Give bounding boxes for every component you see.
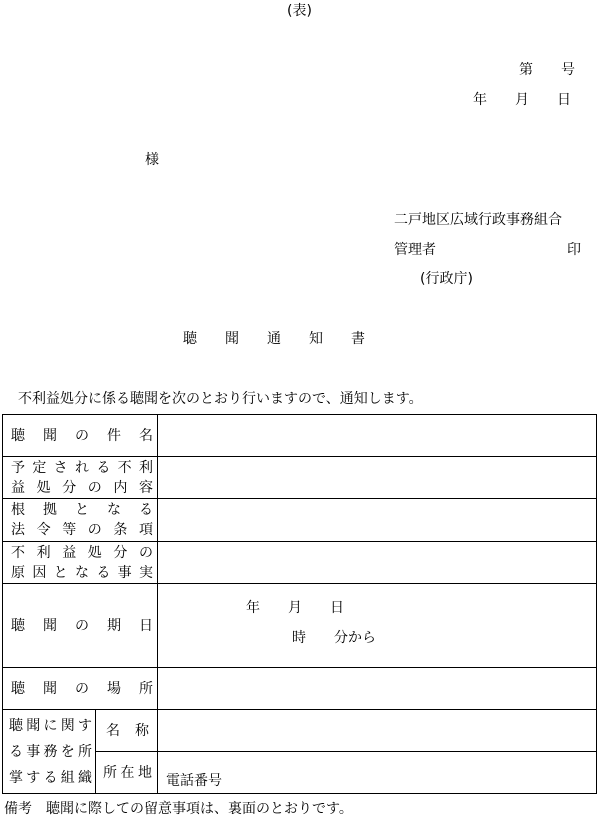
organization-name-label: 名 称 (96, 710, 158, 752)
hearing-notice-table (2, 414, 597, 794)
table-row (3, 542, 597, 584)
document-date-line: 年 月 日 (473, 92, 571, 108)
table-row (3, 710, 597, 752)
table-row (3, 584, 597, 668)
intro-text: 不利益処分に係る聴聞を次のとおり行いますので、通知します。 (18, 391, 423, 407)
organization-name-field[interactable] (158, 710, 597, 752)
remark-text: 備考 聴聞に際しての留意事項は、裏面のとおりです。 (4, 801, 353, 817)
seal-mark: 印 (567, 242, 581, 258)
hearing-date-field[interactable] (158, 584, 597, 668)
row-label-legal-basis: 根拠となる 法令等の条項 (3, 499, 158, 542)
case-name-field[interactable] (158, 415, 597, 457)
issuer-agency: (行政庁) (420, 271, 473, 287)
row-label-hearing-place: 聴聞の場所 (3, 668, 158, 710)
table-row (3, 457, 597, 499)
issuer-title: 管理者 (394, 242, 436, 258)
issuer-organization: 二戸地区広域行政事務組合 (394, 212, 562, 228)
document-number-line: 第 号 (519, 62, 575, 78)
document-title: 聴 聞 通 知 書 (183, 331, 365, 347)
phone-number-label: 電話番号 (166, 773, 222, 789)
table-row (3, 415, 597, 457)
row-label-hearing-date: 聴聞の期日 (3, 584, 158, 668)
legal-basis-field[interactable] (158, 499, 597, 542)
table-row (3, 668, 597, 710)
hearing-date-time: 時 分から (292, 630, 376, 646)
organization-address-label: 所在地 (96, 752, 158, 794)
side-label: (表) (287, 3, 312, 19)
hearing-date-ymd: 年 月 日 (246, 600, 344, 616)
row-label-organization: 聴聞に関す る事務を所 掌する組織 (3, 710, 96, 794)
table-row (3, 499, 597, 542)
row-label-case-name: 聴聞の件名 (3, 415, 158, 457)
planned-disposition-field[interactable] (158, 457, 597, 499)
row-label-cause-facts: 不利益処分の 原因となる事実 (3, 542, 158, 584)
row-label-planned-disposition: 予定される不利 益処分の内容 (3, 457, 158, 499)
hearing-place-field[interactable] (158, 668, 597, 710)
organization-address-field[interactable] (158, 752, 597, 794)
addressee-suffix: 様 (145, 152, 159, 168)
cause-facts-field[interactable] (158, 542, 597, 584)
